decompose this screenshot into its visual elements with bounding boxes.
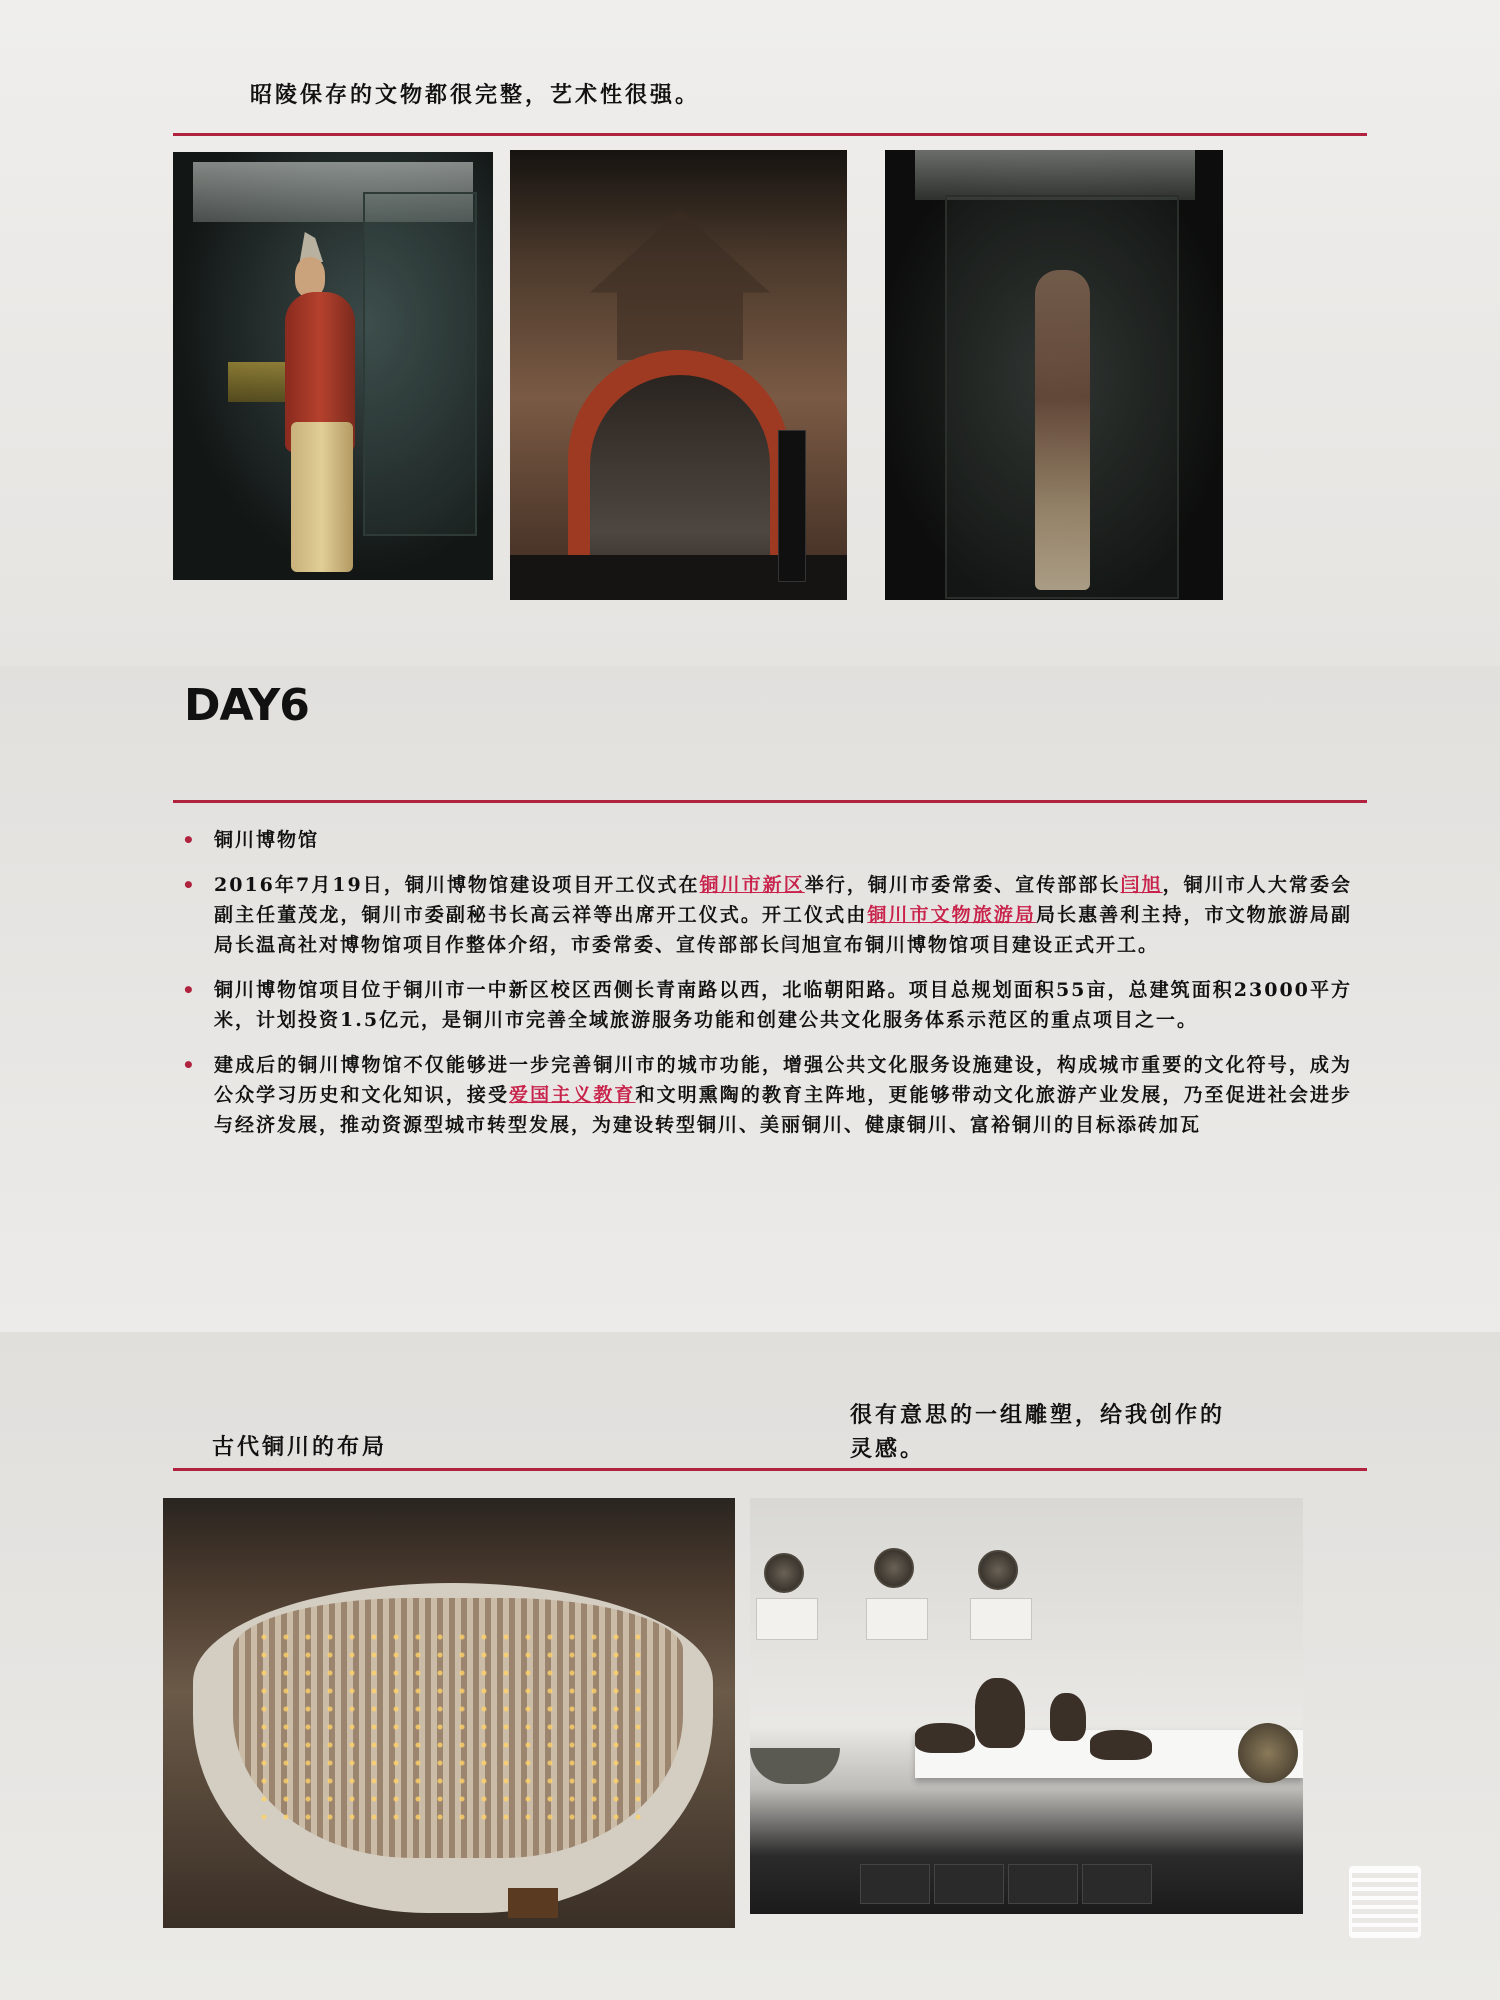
caption-sculptures: 很有意思的一组雕塑，给我创作的灵感。 (850, 1402, 1226, 1462)
photo-tomb-figurine-red-robe (173, 152, 493, 580)
divider-rule (173, 1468, 1367, 1471)
photo-sculpture-display (750, 1498, 1303, 1914)
list-item: • 2016年7月19日，铜川博物馆建设项目开工仪式在铜川市新区举行，铜川市委常委、宣传部部长闫旭，铜川市人大常委会副主任董茂龙，铜川市委副秘书长高云祥等出席开工仪式。开工仪式由铜川市文物旅游局局长惠善利主持，市文物旅游局副局长温高社对博物馆项目作整体介绍，市委常委、宣传部部长闫旭宣布铜川博物馆项目建设正式开工。 (182, 870, 1352, 960)
highlight-link[interactable]: 闫旭 (1120, 874, 1163, 896)
list-item: • 建成后的铜川博物馆不仅能够进一步完善铜川市的城市功能，增强公共文化服务设施建设，构成城市重要的文化符号，成为公众学习历史和文化知识，接受爱国主义教育和文明熏陶的教育主阵地，更能够带动文化旅游产业发展，乃至促进社会进步与经济发展，推动资源型城市转型发展，为建设转型铜川、美丽铜川、健康铜川、富裕铜川的目标添砖加瓦 (182, 1050, 1352, 1140)
slide1-caption: 昭陵保存的文物都很完整，艺术性很强。 (250, 82, 701, 108)
divider-rule (173, 800, 1367, 803)
photo-figurine-display-case (885, 150, 1223, 600)
photo-mural-gate (510, 150, 847, 600)
page-title: DAY6 (184, 680, 309, 731)
list-item: • 铜川博物馆项目位于铜川市一中新区校区西侧长青南路以西，北临朝阳路。项目总规划面积55亩，总建筑面积23000平方米，计划投资1.5亿元，是铜川市完善全域旅游服务功能和创建公共文化服务体系示范区的重点项目之一。 (182, 975, 1352, 1035)
slide-zhaoling (0, 0, 1500, 666)
photo-city-model (163, 1498, 735, 1928)
bullet-list (182, 825, 1352, 1155)
divider-rule (173, 133, 1367, 136)
watermark-logo-icon (1349, 1866, 1421, 1938)
highlight-link[interactable]: 铜川市文物旅游局 (867, 904, 1036, 926)
highlight-link[interactable]: 爱国主义教育 (509, 1084, 636, 1106)
caption-ancient-layout: 古代铜川的布局 (212, 1434, 388, 1460)
highlight-link[interactable]: 铜川市新区 (699, 874, 805, 896)
list-item: • 铜川博物馆 (182, 825, 1352, 855)
